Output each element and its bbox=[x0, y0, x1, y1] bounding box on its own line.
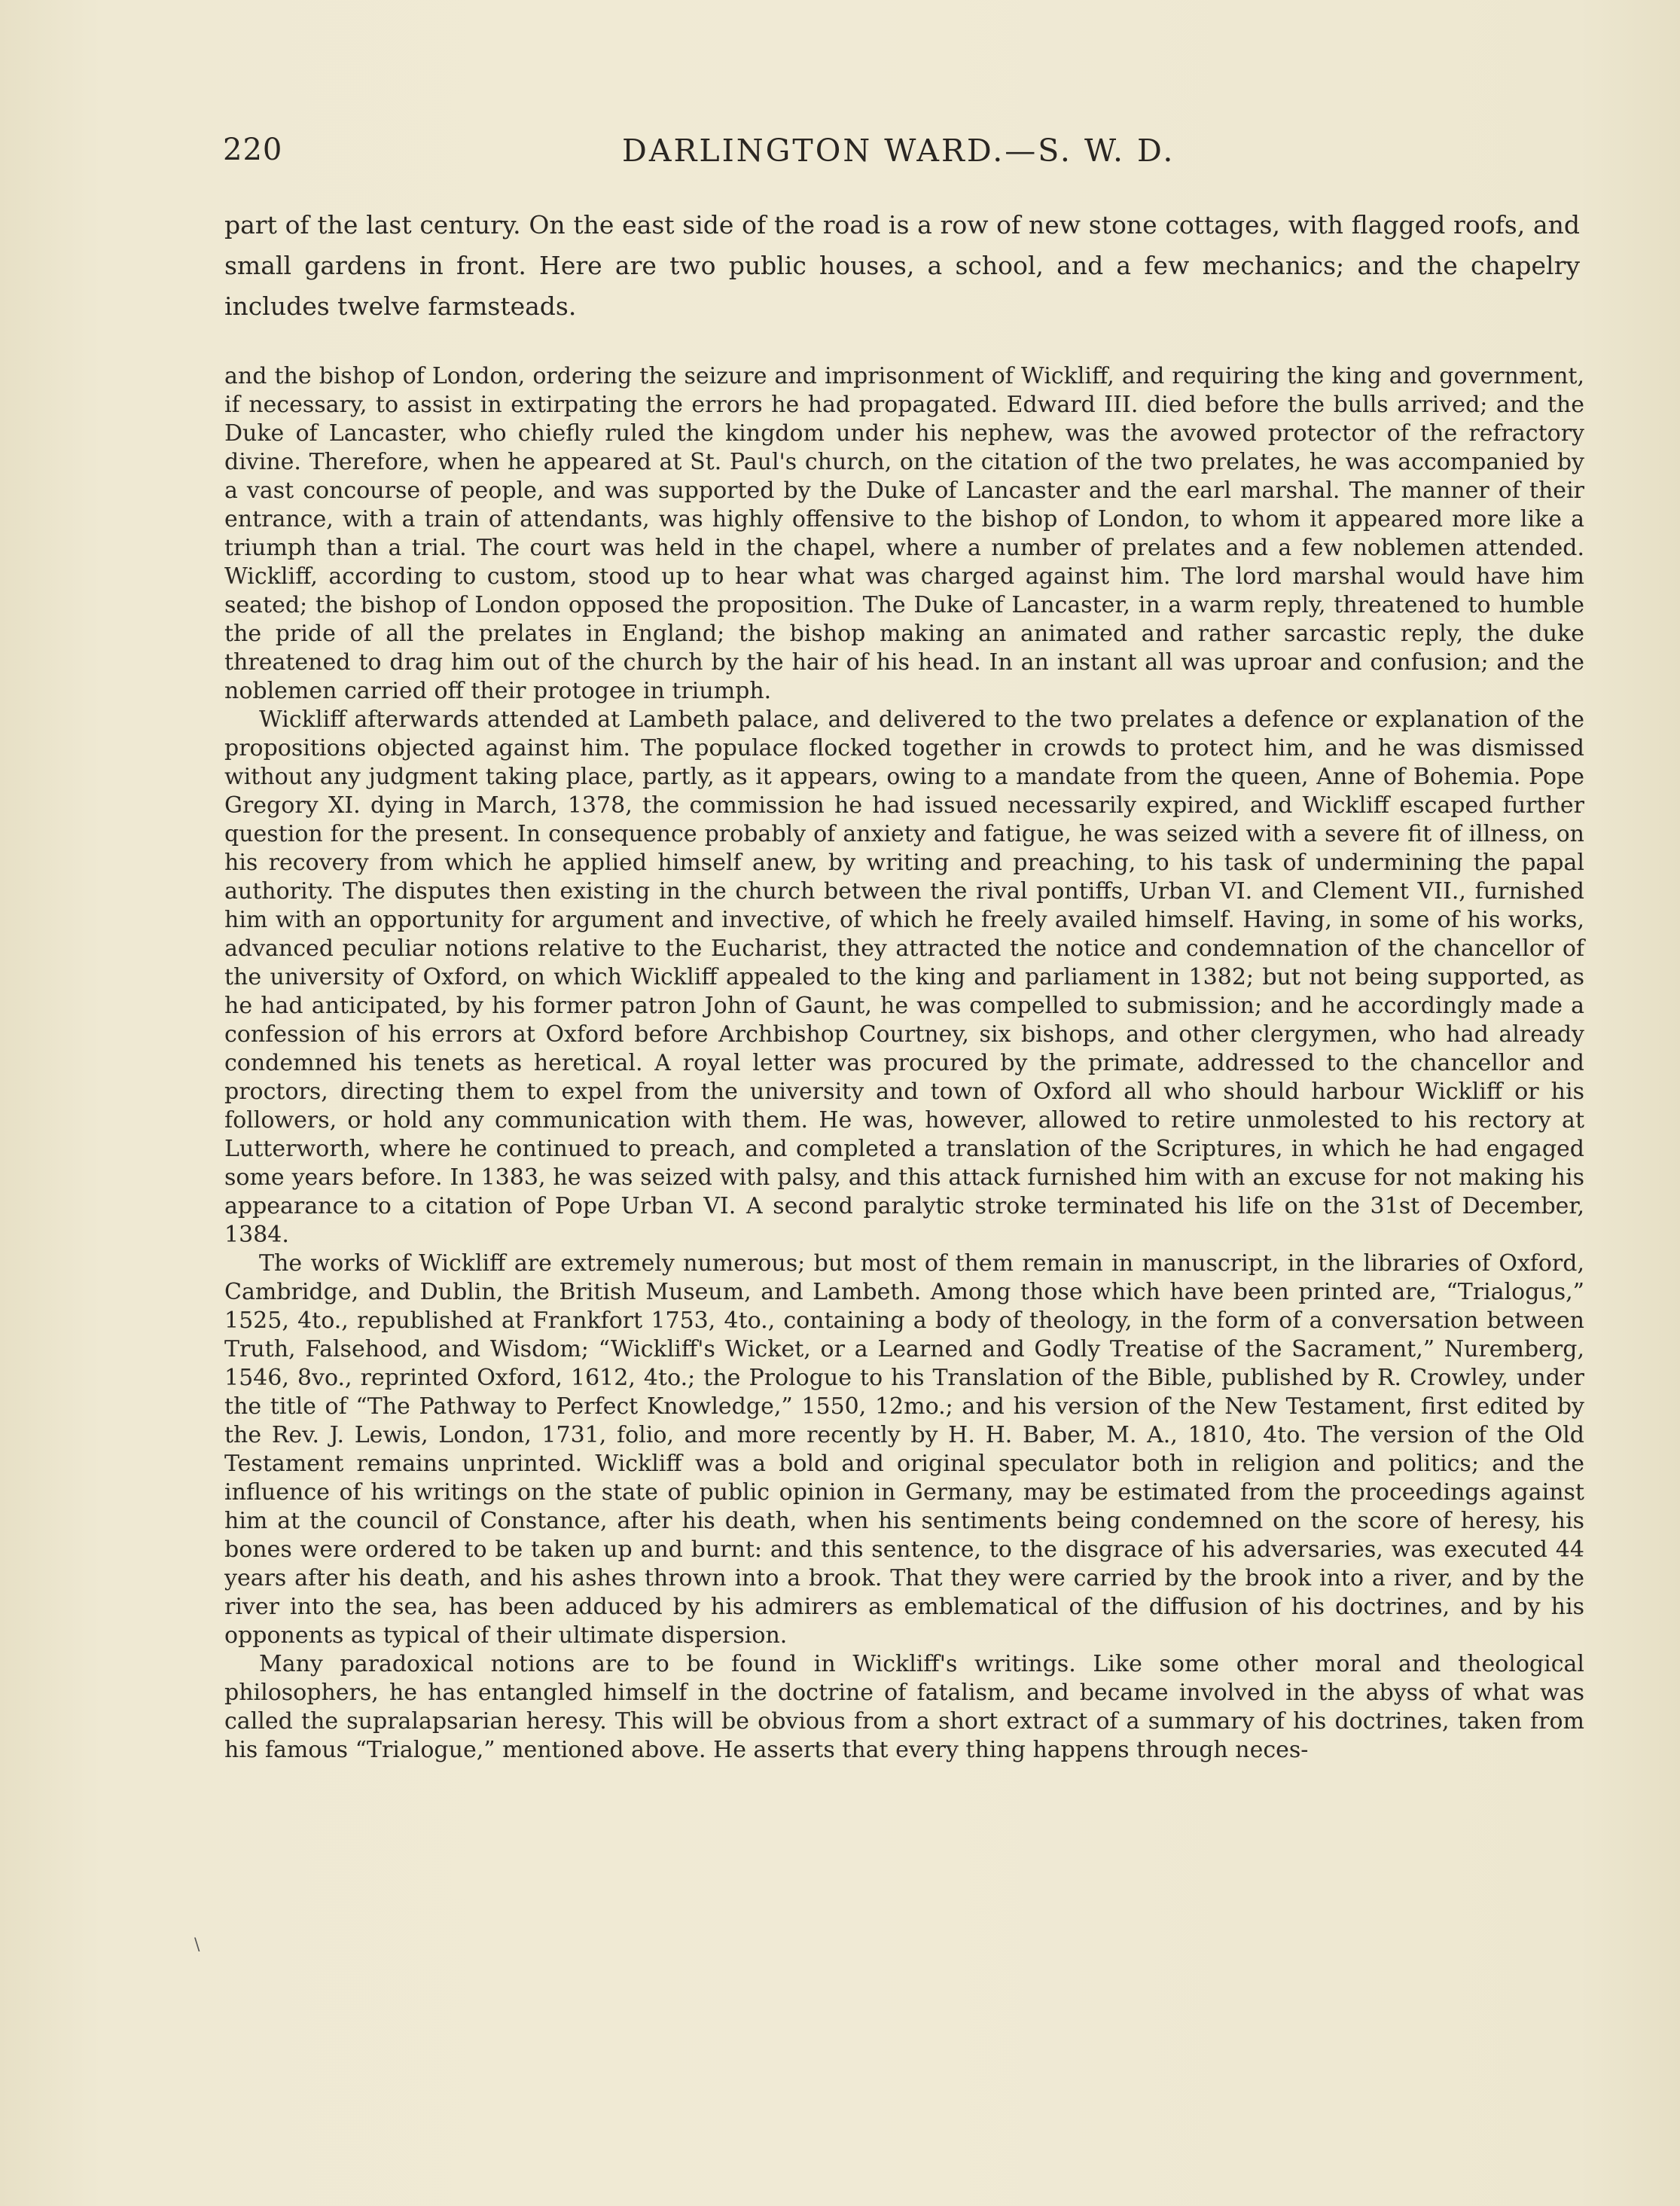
intro-paragraph: part of the last century. On the east side of the road is a row of new stone cottages, with flagged roofs, and small gardens in front. Here are two public houses, a school, and a few mechanics; and the chapelry includes twelve farmsteads. bbox=[224, 210, 1580, 321]
paragraph-paradoxical-notions: Many paradoxical notions are to be found in Wickliff's writings. Like some other moral and theological philosophers, he has entangled himself in the doctrine of fatalism, and became involved in the abyss of what was called the supralapsarian heresy. This will be obvious from a short extract of a summary of his doctrines, taken from his famous “Trialogue,” mentioned above. He asserts that every thing happens through neces- bbox=[224, 1651, 1584, 1763]
main-text-block bbox=[224, 362, 1584, 1765]
paragraph-trial-at-st-pauls: and the bishop of London, ordering the seizure and imprisonment of Wickliff, and requiring the king and government, if necessary, to assist in extirpating the errors he had propagated. Edward III. died before the bulls arrived; and the Duke of Lancaster, who chiefly ruled the kingdom under his nephew, was the avowed protector of the refractory divine. Therefore, when he appeared at St. Paul's church, on the citation of the two prelates, he was accompanied by a vast concourse of people, and was supported by the Duke of Lancaster and the earl marshal. The manner of their entrance, with a train of attendants, was highly offensive to the bishop of London, to whom it appeared more like a triumph than a trial. The court was held in the chapel, where a number of prelates and a few noblemen attended. Wickliff, according to custom, stood up to hear what was charged against him. The lord marshal would have him seated; the bishop of London opposed the proposition. The Duke of Lancaster, in a warm reply, threatened to humble the pride of all the prelates in England; the bishop making an animated and rather sarcastic reply, the duke threatened to drag him out of the church by the hair of his head. In an instant all was uproar and confusion; and the noblemen carried off their protogee in triumph. bbox=[224, 363, 1584, 704]
paragraph-lambeth-and-later-life: Wickliff afterwards attended at Lambeth palace, and delivered to the two prelates a defence or explanation of the propositions objected against him. The populace flocked together in crowds to protect him, and he was dismissed without any judgment taking place, partly, as it appears, owing to a mandate from the queen, Anne of Bohemia. Pope Gregory XI. dying in March, 1378, the commission he had issued necessarily expired, and Wickliff escaped further question for the present. In consequence probably of anxiety and fatigue, he was seized with a severe fit of illness, on his recovery from which he applied himself anew, by writing and preaching, to his task of undermining the papal authority. The disputes then existing in the church between the rival pontiffs, Urban VI. and Clement VII., furnished him with an opportunity for argument and invective, of which he freely availed himself. Having, in some of his works, advanced peculiar notions relative to the Eucharist, they attracted the notice and condemnation of the chancellor of the university of Oxford, on which Wickliff appealed to the king and parliament in 1382; but not being supported, as he had anticipated, by his former patron John of Gaunt, he was compelled to submission; and he accordingly made a confession of his errors at Oxford before Archbishop Courtney, six bishops, and other clergymen, who had already condemned his tenets as heretical. A royal letter was procured by the primate, addressed to the chancellor and proctors, directing them to expel from the university and town of Oxford all who should harbour Wickliff or his followers, or hold any communication with them. He was, however, allowed to retire unmolested to his rectory at Lutterworth, where he continued to preach, and completed a translation of the Scriptures, in which he had engaged some years before. In 1383, he was seized with palsy, and this attack furnished him with an excuse for not making his appearance to a citation of Pope Urban VI. A second paralytic stroke terminated his life on the 31st of December, 1384. bbox=[224, 706, 1584, 1248]
running-title: DARLINGTON WARD.—S. W. D. bbox=[622, 133, 1175, 169]
paragraph-works-of-wickliff: The works of Wickliff are extremely numerous; but most of them remain in manuscript, in the libraries of Oxford, Cambridge, and Dublin, the British Museum, and Lambeth. Among those which have been printed are, “Trialogus,” 1525, 4to., republished at Frankfort 1753, 4to., containing a body of theology, in the form of a conversation between Truth, Falsehood, and Wisdom; “Wickliff's Wicket, or a Learned and Godly Treatise of the Sacrament,” Nuremberg, 1546, 8vo., reprinted Oxford, 1612, 4to.; the Prologue to his Translation of the Bible, published by R. Crowley, under the title of “The Pathway to Perfect Knowledge,” 1550, 12mo.; and his version of the New Testament, first edited by the Rev. J. Lewis, London, 1731, folio, and more recently by H. H. Baber, M. A., 1810, 4to. The version of the Old Testament remains unprinted. Wickliff was a bold and original speculator both in religion and politics; and the influence of his writings on the state of public opinion in Germany, may be estimated from the proceedings against him at the council of Constance, after his death, when his sentiments being condemned on the score of heresy, his bones were ordered to be taken up and burnt: and this sentence, to the disgrace of his adversaries, was executed 44 years after his death, and his ashes thrown into a brook. That they were carried by the brook into a river, and by the river into the sea, has been adduced by his admirers as emblematical of the diffusion of his doctrines, and by his opponents as typical of their ultimate dispersion. bbox=[224, 1250, 1584, 1649]
stray-pen-mark: \ bbox=[194, 1936, 200, 1954]
page-number: 220 bbox=[223, 133, 283, 167]
page-header bbox=[223, 133, 1578, 178]
